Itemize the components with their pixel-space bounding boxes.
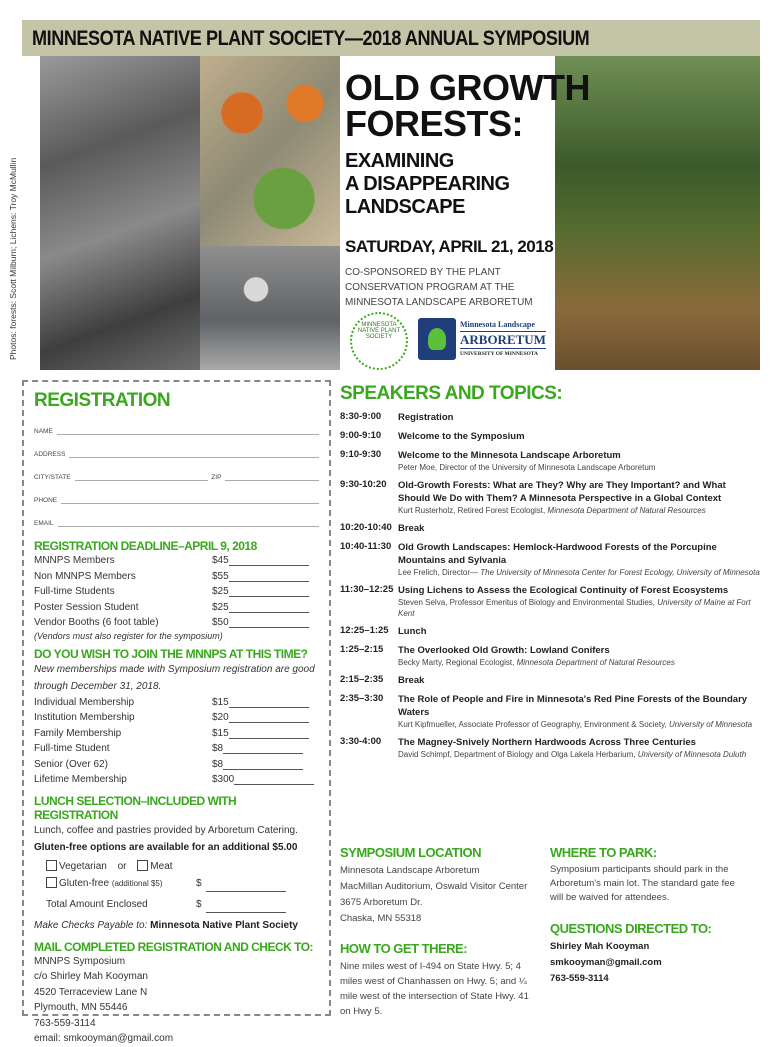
price-value: $20 xyxy=(212,712,229,723)
speaker-name: Kurt Rusterholz, Retired Forest Ecologist, xyxy=(398,506,546,515)
price-label: Vendor Booths (6 foot table) xyxy=(34,617,159,628)
amount-blank[interactable] xyxy=(229,553,309,566)
forest-photo-bw xyxy=(40,56,200,370)
price-label: Lifetime Membership xyxy=(34,774,127,785)
price-value: $8 xyxy=(212,743,224,754)
join-note: New memberships made with Symposium registration are good through December 31, 2018. xyxy=(34,663,315,692)
mail-line: c/o Shirley Mah Kooyman xyxy=(34,971,148,982)
price-label: Poster Session Student xyxy=(34,601,139,613)
registration-title: REGISTRATION xyxy=(34,390,171,411)
price-row xyxy=(34,741,319,757)
schedule-content xyxy=(398,674,760,687)
gluten-free-amount[interactable] xyxy=(206,875,286,892)
arboretum-logo-text: Minnesota Landscape ARBORETUM UNIVERSITY OF MINNESOTA xyxy=(460,320,546,357)
lichen-photo xyxy=(200,56,340,246)
price-row xyxy=(34,584,319,600)
price-row xyxy=(34,569,319,585)
amount-blank[interactable] xyxy=(229,695,309,708)
meat-checkbox[interactable] xyxy=(137,860,148,871)
session-speaker xyxy=(398,719,760,730)
schedule-content xyxy=(398,584,760,619)
event-title: OLD GROWTH FORESTS: xyxy=(345,67,590,144)
session-title: The Role of People and Fire in Minnesota's Red Pine Forests of the Boundary Waters xyxy=(398,694,748,718)
schedule-time: 8:30-9:00 xyxy=(340,411,382,422)
price-label: Non MNNPS Members xyxy=(34,570,136,582)
schedule-row xyxy=(340,430,760,443)
price-label: Family Membership xyxy=(34,727,122,739)
schedule-row xyxy=(340,449,760,473)
lunch-heading: LUNCH SELECTION–INCLUDED WITH REGISTRATION xyxy=(34,793,237,822)
speaker-affiliation: University of Maine at Fort Kent xyxy=(398,598,751,618)
price-row xyxy=(34,553,319,569)
price-value: $8 xyxy=(212,758,224,770)
session-speaker xyxy=(398,505,760,516)
schedule-content xyxy=(398,449,760,473)
session-title: The Magney-Snively Northern Hardwoods Across Three Centuries xyxy=(398,737,696,748)
schedule-content xyxy=(398,644,760,668)
speaker-affiliation: University of Minnesota Duluth xyxy=(637,750,747,759)
price-row xyxy=(34,757,319,773)
price-value: $50 xyxy=(212,617,229,628)
speakers-section: SPEAKERS AND TOPICS: 8:30-9:00 Registration 9:00-9:10 Welcome to the Symposium 9:10-9:30 Welcome to the Minnesota Landscape Arboretum Peter Moe, Director of the University of Minnesota Landscape Arboretum 9:30-10:20 Old-Growth Forests: What are They? Why are They Important? and What Should We Do with Them? A Minnesota Perspective in a Global Context Kurt Rusterholz, Retired Forest Ecologist, Minnesota Department of Natural Resources 10:20-10:40 Break 10:40-11:30 Old Growth Landscapes: Hemlock-Hardwood Forests of the Porcupine Mountains and Sylvania Lee Frelich, Director— The University of Minnesota Center for Forest Ecology, University of Minnesota 11:30–12:25 Using Lichens to Assess the Ecological Continuity of Forest Ecosystems Steven Selva, Professor Emeritus of Biology and Environmental Studies, University of Maine at Fort Kent 12:25–1:25 Lunch 1:25–2:15 The Overlooked Old Growth: Lowland Conifers Becky Marty, Regional Ecologist, Minnesota Department of Natural Resources 2:15–2:35 Break 2:35–3:30 The Role of People and Fire in Minnesota's Red Pine Forests of the Boundary Waters Kurt Kipfmueller, Associate Professor of Geography, Environment & Society, University of Minnesota 3:30-4:00 The Magney-Snively Northern Hardwoods Across Three Centuries David Schimpf, Department of Biology and Olga Lakela Herbarium, University of Minnesota Duluth xyxy=(340,383,760,759)
speaker-affiliation: Minnesota Department of Natural Resources xyxy=(516,658,675,667)
vendor-note: (Vendors must also register for the symposium) xyxy=(34,630,223,641)
phone-field[interactable]: PHONE xyxy=(34,481,319,504)
schedule-content xyxy=(398,430,760,443)
speaker-name: Kurt Kipfmueller, Associate Professor of Geography, Environment & Society, xyxy=(398,720,667,729)
session-speaker xyxy=(398,567,760,578)
session-speaker xyxy=(398,749,760,760)
amount-blank[interactable] xyxy=(229,710,309,723)
amount-blank[interactable] xyxy=(223,741,303,754)
price-label: Institution Membership xyxy=(34,712,135,723)
location-line: Minnesota Landscape Arboretum xyxy=(340,865,480,876)
schedule-time: 2:35–3:30 xyxy=(340,693,384,704)
schedule-time: 10:40-11:30 xyxy=(340,541,392,552)
speaker-affiliation: Minnesota Department of Natural Resources xyxy=(547,506,706,515)
schedule-row xyxy=(340,625,760,638)
total-amount[interactable] xyxy=(206,896,286,913)
deadline-heading: REGISTRATION DEADLINE–APRIL 9, 2018 xyxy=(34,539,257,553)
mail-line: 4520 Terraceview Lane N xyxy=(34,986,148,998)
amount-blank[interactable] xyxy=(229,584,309,597)
mail-line: 763-559-3114 xyxy=(34,1017,96,1029)
amount-blank[interactable] xyxy=(223,757,303,770)
schedule-content xyxy=(398,411,760,424)
schedule-row xyxy=(340,736,760,760)
mail-heading: MAIL COMPLETED REGISTRATION AND CHECK TO: xyxy=(34,939,314,954)
mnnps-logo: MINNESOTA NATIVE PLANT SOCIETY xyxy=(350,312,408,370)
schedule-row xyxy=(340,674,760,687)
session-speaker xyxy=(398,597,760,619)
schedule-time: 9:00-9:10 xyxy=(340,430,382,441)
price-label: Full-time Student xyxy=(34,743,110,754)
schedule-row xyxy=(340,584,760,619)
price-row xyxy=(34,695,319,711)
price-row xyxy=(34,726,319,742)
schedule-row xyxy=(340,541,760,578)
amount-blank[interactable] xyxy=(229,600,309,613)
price-row xyxy=(34,772,319,788)
speaker-name: Steven Selva, Professor Emeritus of Biology and Environmental Studies, xyxy=(398,598,656,607)
session-title: Break xyxy=(398,675,425,686)
price-value: $55 xyxy=(212,570,229,582)
schedule-time: 2:15–2:35 xyxy=(340,674,384,685)
price-value: $25 xyxy=(212,601,229,613)
speaker-name: Lee Frelich, Director— xyxy=(398,568,479,577)
schedule-row xyxy=(340,479,760,516)
session-title: Break xyxy=(398,523,425,534)
speaker-name: Peter Moe, Director of the University of Minnesota Landscape Arboretum xyxy=(398,463,656,472)
cosponsor-text: CO-SPONSORED BY THE PLANT CONSERVATION PROGRAM AT THE MINNESOTA LANDSCAPE ARBORETUM xyxy=(345,267,533,308)
schedule-time: 10:20-10:40 xyxy=(340,522,392,533)
join-heading: DO YOU WISH TO JOIN THE MNNPS AT THIS TIME? xyxy=(34,646,308,661)
arboretum-logo-icon xyxy=(418,318,456,360)
amount-blank[interactable] xyxy=(229,615,309,628)
speaker-affiliation: The University of Minnesota Center for Forest Ecology, University of Minnesota xyxy=(480,568,760,577)
price-label: MNNPS Members xyxy=(34,555,115,566)
schedule-row xyxy=(340,693,760,730)
registration-form: REGISTRATION NAME ADDRESS CITY/STATE ZIP PHONE EMAIL REGISTRATION DEADLINE–APRIL 9, 2018 MNNPS Members $45 Non MNNPS Members $55 Full-time Students $25 Poster Session Student $25 Vendor Booths (6 foot table) $50 (Vendors must also register for the symposium) DO YOU WISH TO JOIN THE MNNPS AT THIS TIME? New memberships made with Symposium registration are good through December 31, 2018. Individual Membership $15 Institution Membership $20 Family Membership $15 Full-time Student $8 Senior (Over 62) $8 Lifetime Membership $300 LUNCH SELECTION–INCLUDED WITH REGISTRATION Lunch, coffee and pastries provided by Arboretum Catering. Gluten-free options are available for an additional $5.00 Vegetarian or Meat Gluten-free (additional $5) $ Total Amount Enclosed $ Make Checks Payable to: Minnesota Native Plant Society MAIL COMPLETED REGISTRATION AND CHECK TO: MNNPS Symposium c/o Shirley Mah Kooyman 4520 Terraceview Lane N Plymouth, MN 55446 763-559-3114 email: smkooyman@gmail.com xyxy=(22,380,331,1016)
session-speaker xyxy=(398,462,760,473)
speaker-name: Becky Marty, Regional Ecologist, xyxy=(398,658,515,667)
mail-line: MNNPS Symposium xyxy=(34,955,126,967)
session-title: Welcome to the Symposium xyxy=(398,431,525,442)
email-field[interactable]: EMAIL xyxy=(34,504,319,527)
schedule-content xyxy=(398,479,760,516)
event-subtitle: EXAMINING A DISAPPEARING LANDSCAPE xyxy=(345,150,510,218)
schedule-row xyxy=(340,522,760,535)
session-title: Welcome to the Minnesota Landscape Arboretum xyxy=(398,450,621,461)
event-date: SATURDAY, APRIL 21, 2018 xyxy=(345,237,554,256)
gluten-free-checkbox[interactable] xyxy=(46,877,57,888)
session-title: Registration xyxy=(398,412,454,423)
address-field[interactable]: ADDRESS xyxy=(34,435,319,458)
price-value: $15 xyxy=(212,696,229,708)
amount-blank[interactable] xyxy=(229,569,309,582)
price-value: $25 xyxy=(212,586,229,597)
session-title: The Overlooked Old Growth: Lowland Conifers xyxy=(398,645,610,656)
session-title: Using Lichens to Assess the Ecological Continuity of Forest Ecosystems xyxy=(398,585,729,596)
price-label: Senior (Over 62) xyxy=(34,758,108,770)
location-section: SYMPOSIUM LOCATION Minnesota Landscape Arboretum MacMillan Auditorium, Oswald Visitor Center 3675 Arboretum Dr. Chaska, MN 55318 HOW TO GET THERE: Nine miles west of I-494 on State Hwy. 5; 4 miles west of Chanhassen on Hwy. 5; and ¼ mile west of the intersection of State Hwy. 41 on Hwy 5. xyxy=(340,845,540,1019)
session-speaker xyxy=(398,657,760,668)
price-value: $45 xyxy=(212,555,229,566)
schedule-time: 3:30-4:00 xyxy=(340,736,382,747)
schedule-content xyxy=(398,625,760,638)
contact-email[interactable]: smkooyman@gmail.com xyxy=(550,957,662,968)
location-line: Chaska, MN 55318 xyxy=(340,913,422,924)
price-row xyxy=(34,615,319,631)
amount-blank[interactable] xyxy=(229,726,309,739)
price-value: $15 xyxy=(212,727,229,739)
session-title: Lunch xyxy=(398,626,427,637)
speaker-name: David Schimpf, Department of Biology and Olga Lakela Herbarium, xyxy=(398,750,636,759)
session-title: Old Growth Landscapes: Hemlock-Hardwood Forests of the Porcupine Mountains and Sylvania xyxy=(398,542,717,566)
vegetarian-checkbox[interactable] xyxy=(46,860,57,871)
price-row xyxy=(34,710,319,726)
price-value: $300 xyxy=(212,774,235,785)
schedule-content xyxy=(398,541,760,578)
parking-section: WHERE TO PARK: Symposium participants should park in the Arboretum's main lot. The standard gate fee will be waived for attendees. QUESTIONS DIRECTED TO: Shirley Mah Kooyman smkooyman@gmail.com 763-559-3114 xyxy=(550,845,750,987)
mail-line: Plymouth, MN 55446 xyxy=(34,1002,128,1013)
schedule-time: 9:30-10:20 xyxy=(340,479,387,490)
lichen-closeup-photo xyxy=(200,246,340,370)
header-band: MINNESOTA NATIVE PLANT SOCIETY—2018 ANNUAL SYMPOSIUM xyxy=(22,20,760,56)
location-line: 3675 Arboretum Dr. xyxy=(340,897,423,908)
speaker-affiliation: University of Minnesota xyxy=(668,720,753,729)
city-state-field[interactable]: CITY/STATE ZIP xyxy=(34,458,319,481)
schedule-content xyxy=(398,522,760,535)
location-line: MacMillan Auditorium, Oswald Visitor Center xyxy=(340,881,528,892)
schedule-content xyxy=(398,693,760,730)
schedule-time: 11:30–12:25 xyxy=(340,584,394,595)
price-row xyxy=(34,600,319,616)
name-field[interactable]: NAME xyxy=(34,412,319,435)
price-label: Full-time Students xyxy=(34,586,115,597)
session-title: Old-Growth Forests: What are They? Why are They Important? and What Should We Do with Them? A Minnesota Perspective in a Global Context xyxy=(398,480,726,504)
schedule-row xyxy=(340,644,760,668)
schedule-time: 12:25–1:25 xyxy=(340,625,389,636)
schedule-time: 9:10-9:30 xyxy=(340,449,382,460)
mail-line: email: smkooyman@gmail.com xyxy=(34,1033,174,1044)
schedule-content xyxy=(398,736,760,760)
photo-credit: Photos: forests: Scott Milburn; Lichens: Troy McMullin xyxy=(8,157,18,360)
price-label: Individual Membership xyxy=(34,696,135,708)
schedule-row xyxy=(340,411,760,424)
amount-blank[interactable] xyxy=(234,772,314,785)
schedule-time: 1:25–2:15 xyxy=(340,644,384,655)
